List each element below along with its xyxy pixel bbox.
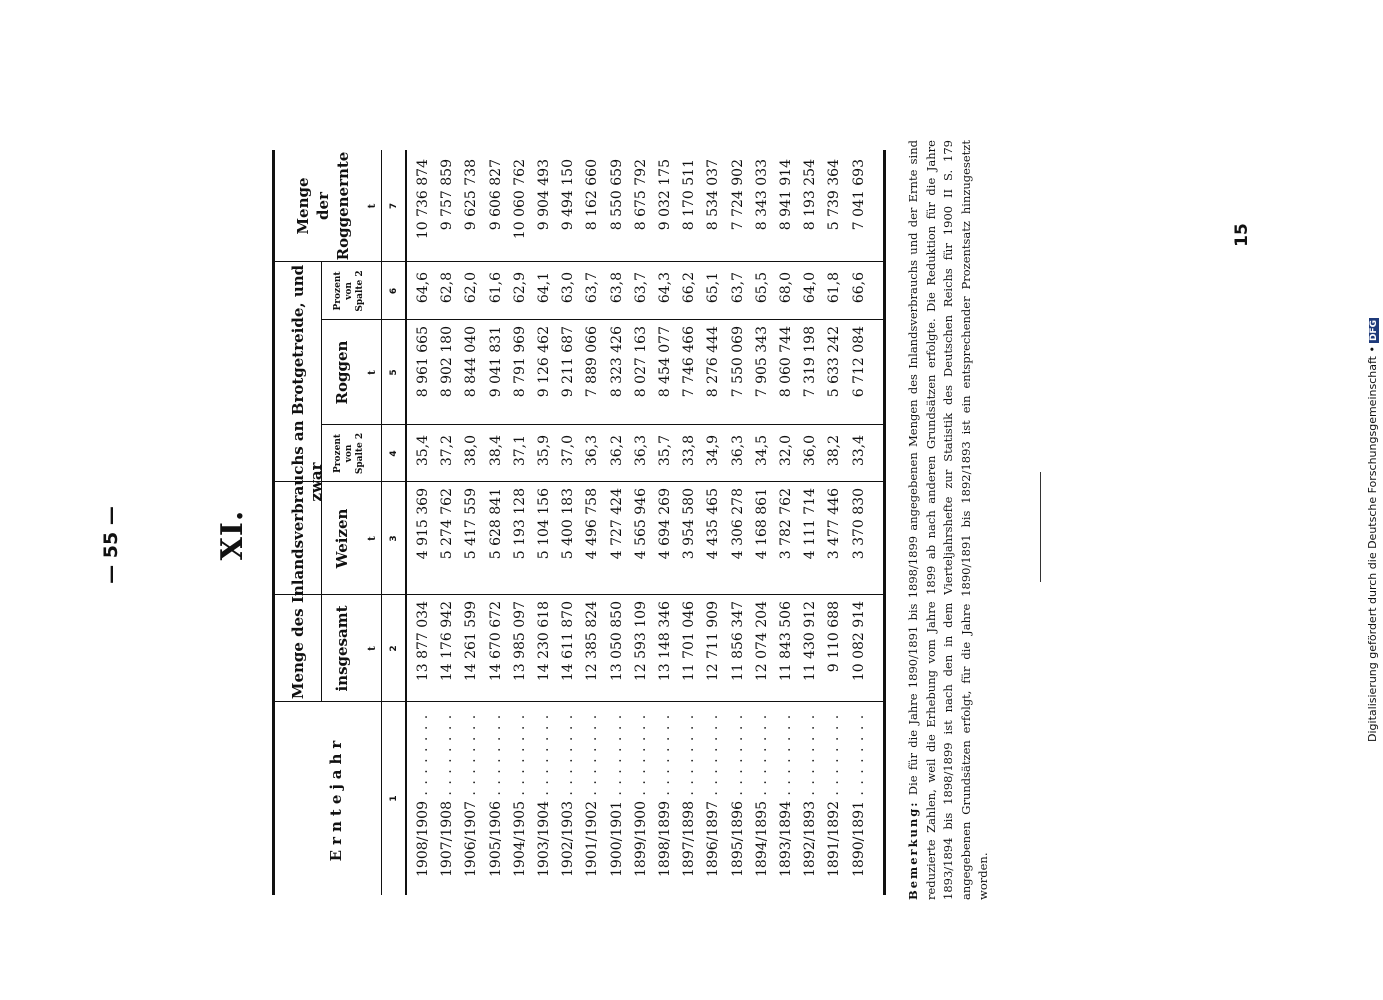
table-cell-wheat-pct: 36,3 <box>632 435 649 467</box>
leader-dots: . . . . . . . . <box>536 713 552 802</box>
table-cell-wheat-pct: 37,1 <box>511 435 528 467</box>
table-cell-rye-pct: 63,7 <box>729 272 746 304</box>
table-cell-rye-harvest: 8 162 660 <box>584 159 601 231</box>
leader-dots: . . . . . . . . <box>632 713 649 802</box>
table-cell-rye: 9 041 831 <box>487 326 504 398</box>
table-cell-rye-pct: 64,6 <box>415 272 431 304</box>
table-cell-year: 1894/1895 . . . . . . . . <box>753 713 770 877</box>
table-cell-wheat: 4 111 714 <box>802 488 819 560</box>
leader-dots: . . . . . . . . <box>681 713 698 802</box>
table-cell-rye-pct: 65,5 <box>753 272 770 304</box>
table-cell-year: 1892/1893 . . . . . . . . <box>802 713 819 877</box>
leader-dots: . . . . . . . . <box>729 713 746 802</box>
column-number: 7 <box>389 202 399 210</box>
column-number: 6 <box>389 287 399 295</box>
table-cell-year: 1899/1900 . . . . . . . . <box>632 713 649 877</box>
table-cell-rye-harvest: 8 550 659 <box>608 159 625 231</box>
table-cell-rye: 9 211 687 <box>560 326 577 398</box>
table-cell-wheat: 5 400 183 <box>560 488 577 560</box>
footnote <box>905 140 993 900</box>
table-cell-rye: 9 126 462 <box>536 326 552 398</box>
header-col1: Erntejahr <box>327 735 345 862</box>
leader-dots: . . . . . . . . <box>584 713 601 802</box>
table-cell-total: 13 877 034 <box>415 601 431 682</box>
footnote-label: Bemerkung: <box>906 800 920 900</box>
table-cell-rye-harvest: 8 675 792 <box>632 159 649 231</box>
table-cell-wheat-pct: 36,3 <box>729 435 746 467</box>
table-cell-rye-harvest: 8 343 033 <box>753 159 770 231</box>
table-cell-rye-pct: 64,1 <box>536 272 552 304</box>
leader-dots: . . . . . . . . <box>657 713 673 802</box>
table-cell-total: 14 670 672 <box>487 601 504 682</box>
sheet-number: 15 <box>1232 223 1252 247</box>
column-number: 1 <box>389 795 399 802</box>
table-cell-rye-pct: 61,8 <box>826 272 843 304</box>
table-cell-rye-harvest: 9 494 150 <box>560 159 577 231</box>
table-cell-total: 9 110 688 <box>826 601 843 673</box>
table-cell-wheat-pct: 38,2 <box>826 435 843 467</box>
table-cell-rye-harvest: 5 739 364 <box>826 159 843 231</box>
table-cell-total: 11 430 912 <box>802 601 819 682</box>
leader-dots: . . . . . . . . <box>415 713 431 802</box>
column-number: 5 <box>389 369 399 376</box>
table-cell-year: 1902/1903 . . . . . . . . <box>560 713 577 877</box>
table-cell-rye-harvest: 7 041 693 <box>850 159 867 231</box>
table-cell-rye: 8 454 077 <box>657 326 673 398</box>
leader-dots: . . . . . . . . <box>705 713 722 802</box>
table-cell-wheat-pct: 35,7 <box>657 435 673 467</box>
table-cell-rye-harvest: 9 625 738 <box>463 159 480 231</box>
table-cell-rye: 7 889 066 <box>584 326 601 398</box>
table-cell-total: 11 701 046 <box>681 601 698 682</box>
table-cell-rye: 7 746 466 <box>681 326 698 398</box>
table-cell-year: 1906/1907 . . . . . . . . <box>463 713 480 877</box>
table-cell-rye: 8 060 744 <box>778 326 794 398</box>
table-cell-total: 12 593 109 <box>632 601 649 682</box>
table-cell-wheat: 5 628 841 <box>487 488 504 560</box>
leader-dots: . . . . . . . . <box>439 713 456 802</box>
header-col5: Roggen <box>333 340 351 405</box>
table-cell-total: 12 074 204 <box>753 601 770 682</box>
table-cell-year: 1904/1905 . . . . . . . . <box>511 713 528 877</box>
table-cell-wheat: 4 496 758 <box>584 488 601 560</box>
table-cell-total: 11 856 347 <box>729 601 746 682</box>
table-cell-year: 1890/1891 . . . . . . . . <box>850 713 867 877</box>
table-cell-rye: 8 902 180 <box>439 326 456 398</box>
table-cell-wheat-pct: 36,3 <box>584 435 601 467</box>
table-cell-total: 14 176 942 <box>439 601 456 682</box>
table-cell-rye-pct: 62,9 <box>511 272 528 304</box>
table-cell-year: 1895/1896 . . . . . . . . <box>729 713 746 877</box>
table-cell-rye: 8 791 969 <box>511 326 528 398</box>
table-cell-rye: 8 276 444 <box>705 326 722 398</box>
table-cell-rye-harvest: 8 170 511 <box>681 159 698 231</box>
table-cell-rye: 5 633 242 <box>826 326 843 398</box>
table-cell-rye-pct: 62,0 <box>463 272 480 304</box>
table-cell-wheat: 4 694 269 <box>657 488 673 560</box>
table-cell-wheat-pct: 34,5 <box>753 435 770 467</box>
table-cell-year: 1907/1908 . . . . . . . . <box>439 713 456 877</box>
table-cell-wheat-pct: 38,4 <box>487 435 504 467</box>
table-cell-rye-pct: 63,7 <box>632 272 649 304</box>
table-cell-year: 1905/1906 . . . . . . . . <box>487 713 504 877</box>
footnote-text: Die für die Jahre 1890/1891 bis 1898/1899 angegebenen Mengen des Inlandsverbrauchs und der Ernte sind reduzierte Zahlen, weil die Erhebung vom Jahre 1899 ab nach anderen Grundsätzen erfolgte. Die Reduktion für die Jahre 1893/1894 bis 1898/1899 ist nach den in dem Vierteljahrshefte zur Statistik des Deutschen Reichs für 1900 II S. 179 angegebenen Grundsätzen erfolgt, für die Jahre 1890/1891 bis 1892/1893 ist ein entsprechender Prozentsatz hinzugesetzt worden. <box>906 139 990 900</box>
leader-dots: . . . . . . . . <box>560 713 577 802</box>
unit-label: t <box>367 370 378 375</box>
unit-label: t <box>367 646 378 651</box>
table-cell-rye-pct: 64,3 <box>657 272 673 304</box>
table-cell-total: 14 611 870 <box>560 601 577 682</box>
table-cell-wheat-pct: 37,2 <box>439 435 456 467</box>
table-cell-wheat: 4 306 278 <box>729 488 746 560</box>
table-cell-wheat-pct: 32,0 <box>778 435 794 467</box>
funding-notice <box>1366 60 1379 1000</box>
section-title: XI. <box>215 509 250 561</box>
leader-dots: . . . . . . . . <box>826 713 843 802</box>
header-col7: Menge der Roggenernte <box>294 151 352 261</box>
leader-dots: . . . . . . . . <box>463 713 480 802</box>
table-cell-year: 1901/1902 . . . . . . . . <box>584 713 601 877</box>
table-cell-rye-pct: 61,6 <box>487 272 504 304</box>
table-cell-wheat-pct: 33,8 <box>681 435 698 467</box>
table-cell-wheat-pct: 33,4 <box>850 435 867 467</box>
header-col4: Prozent von Spalte 2 <box>333 432 365 475</box>
table-cell-wheat: 3 782 762 <box>778 488 794 560</box>
data-table <box>272 150 886 895</box>
table-cell-wheat: 5 274 762 <box>439 488 456 560</box>
table-cell-wheat: 4 915 369 <box>415 488 431 560</box>
table-cell-rye-pct: 63,8 <box>608 272 625 304</box>
table-cell-rye-pct: 66,2 <box>681 272 698 304</box>
table-cell-wheat-pct: 35,4 <box>415 435 431 467</box>
table-cell-rye-pct: 65,1 <box>705 272 722 304</box>
table-cell-wheat: 5 417 559 <box>463 488 480 560</box>
table-cell-wheat-pct: 38,0 <box>463 435 480 467</box>
leader-dots: . . . . . . . . <box>487 713 504 802</box>
table-cell-rye-harvest: 9 757 859 <box>439 159 456 231</box>
table-cell-year: 1897/1898 . . . . . . . . <box>681 713 698 877</box>
table-cell-total: 10 082 914 <box>850 601 867 682</box>
page-number: — 55 — <box>100 506 122 584</box>
table-cell-rye: 7 905 343 <box>753 326 770 398</box>
table-cell-rye: 8 961 665 <box>415 326 431 398</box>
table-cell-rye-harvest: 9 606 827 <box>487 159 504 231</box>
leader-dots: . . . . . . . . <box>753 713 770 802</box>
header-col3: Weizen <box>333 508 351 569</box>
table-cell-rye-pct: 66,6 <box>850 272 867 304</box>
table-cell-rye: 8 027 163 <box>632 326 649 398</box>
table-cell-year: 1908/1909 . . . . . . . . <box>415 713 431 877</box>
table-cell-total: 13 148 346 <box>657 601 673 682</box>
leader-dots: . . . . . . . . <box>608 713 625 802</box>
table-cell-rye: 8 323 426 <box>608 326 625 398</box>
table-cell-year: 1893/1894 . . . . . . . . <box>778 713 794 877</box>
table-cell-year: 1896/1897 . . . . . . . . <box>705 713 722 877</box>
table-cell-year: 1900/1901 . . . . . . . . <box>608 713 625 877</box>
leader-dots: . . . . . . . . <box>802 713 819 802</box>
unit-label: t <box>367 536 378 541</box>
table-cell-rye-pct: 64,0 <box>802 272 819 304</box>
table-cell-wheat-pct: 36,0 <box>802 435 819 467</box>
header-rule <box>381 150 382 895</box>
table-cell-wheat: 3 370 830 <box>850 488 867 560</box>
table-cell-year: 1898/1899 . . . . . . . . <box>657 713 673 877</box>
table-cell-wheat: 4 565 946 <box>632 488 649 560</box>
table-cell-rye-harvest: 9 032 175 <box>657 159 673 231</box>
table-cell-rye-harvest: 7 724 902 <box>729 159 746 231</box>
table-cell-rye: 7 319 198 <box>802 326 819 398</box>
table-cell-rye-harvest: 10 060 762 <box>511 159 528 240</box>
header-col6: Prozent von Spalte 2 <box>333 270 365 312</box>
divider-rule <box>1040 472 1041 582</box>
column-number: 2 <box>389 645 399 652</box>
table-cell-total: 14 261 599 <box>463 601 480 682</box>
column-number: 4 <box>389 450 399 457</box>
table-cell-wheat-pct: 36,2 <box>608 435 625 467</box>
header-rule <box>405 150 407 895</box>
table-cell-year: 1891/1892 . . . . . . . . <box>826 713 843 877</box>
table-cell-total: 11 843 506 <box>778 601 794 682</box>
header-col2: insgesamt <box>333 605 351 692</box>
table-cell-wheat: 4 168 861 <box>753 488 770 560</box>
table-cell-rye: 8 844 040 <box>463 326 480 398</box>
table-cell-rye: 7 550 069 <box>729 326 746 398</box>
table-cell-wheat-pct: 35,9 <box>536 435 552 467</box>
table-cell-rye: 6 712 084 <box>850 326 867 398</box>
leader-dots: . . . . . . . . <box>778 713 794 802</box>
dfg-logo: DFG <box>1369 320 1379 342</box>
header-main: Menge des Inlandsverbrauchs an Brotgetreide, und zwar <box>289 264 325 700</box>
table-cell-total: 12 711 909 <box>705 601 722 682</box>
unit-label: t <box>367 203 378 209</box>
table-cell-rye-harvest: 8 534 037 <box>705 159 722 231</box>
table-cell-rye-pct: 62,8 <box>439 272 456 304</box>
table-cell-wheat: 4 435 465 <box>705 488 722 560</box>
table-cell-rye-pct: 68,0 <box>778 272 794 304</box>
table-cell-total: 13 985 097 <box>511 601 528 682</box>
table-cell-rye-harvest: 8 941 914 <box>778 159 794 231</box>
table-cell-rye-harvest: 8 193 254 <box>802 159 819 231</box>
leader-dots: . . . . . . . . <box>511 713 528 802</box>
table-cell-wheat-pct: 37,0 <box>560 435 577 467</box>
table-cell-wheat: 4 727 424 <box>608 488 625 560</box>
table-cell-wheat: 3 477 446 <box>826 488 843 560</box>
table-cell-total: 12 385 824 <box>584 601 601 682</box>
column-number: 3 <box>389 535 399 542</box>
table-cell-rye-pct: 63,0 <box>560 272 577 304</box>
leader-dots: . . . . . . . . <box>850 713 867 802</box>
table-cell-wheat: 5 193 128 <box>511 488 528 560</box>
table-cell-total: 14 230 618 <box>536 601 552 682</box>
table-cell-rye-pct: 63,7 <box>584 272 601 304</box>
table-cell-rye-harvest: 10 736 874 <box>415 159 431 240</box>
table-cell-year: 1903/1904 . . . . . . . . <box>536 713 552 877</box>
table-cell-wheat: 5 104 156 <box>536 488 552 560</box>
funding-text: Digitalisierung gefördert durch die Deutsche Forschungsgemeinschaft • <box>1366 346 1379 742</box>
table-cell-wheat: 3 954 580 <box>681 488 698 560</box>
table-cell-wheat-pct: 34,9 <box>705 435 722 467</box>
table-cell-total: 13 050 850 <box>608 601 625 682</box>
table-cell-rye-harvest: 9 904 493 <box>536 159 552 231</box>
